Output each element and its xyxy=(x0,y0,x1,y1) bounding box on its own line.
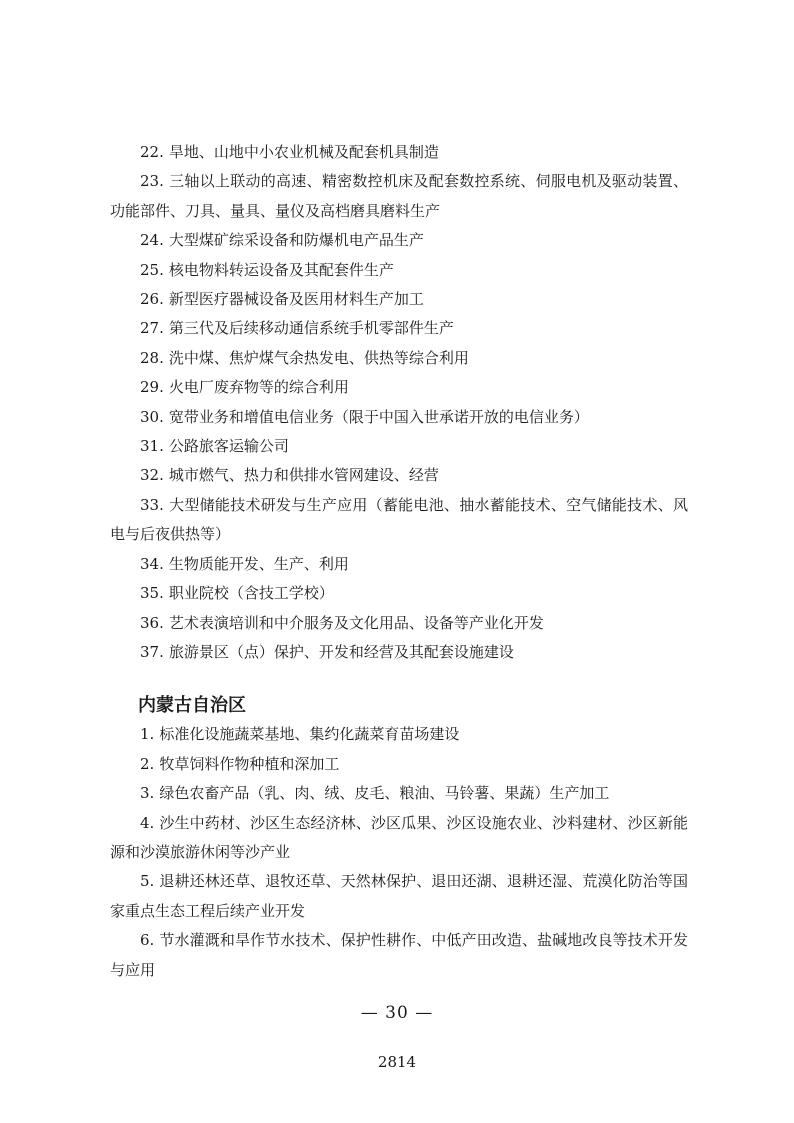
list-item-text: 牧草饲料作物种植和深加工 xyxy=(159,754,340,773)
list-item-number: 36. xyxy=(140,613,164,632)
list-item-text: 大型煤矿综采设备和防爆机电产品生产 xyxy=(168,231,424,250)
list-item-number: 23. xyxy=(140,172,164,191)
list-item-number: 37. xyxy=(140,642,164,661)
list-item-text: 城市燃气、热力和供排水管网建设、经营 xyxy=(168,466,439,485)
list-item xyxy=(110,720,688,749)
list-item-number: 24. xyxy=(140,231,164,250)
list-item-text: 三轴以上联动的高速、精密数控机床及配套数控系统、伺服电机及驱动装置、功能部件、刀具、量具、量仪及高档磨具磨料生产 xyxy=(110,172,688,220)
list-item-text: 生物质能开发、生产、利用 xyxy=(168,554,349,573)
page-number: — 30 — xyxy=(360,1003,434,1023)
list-item xyxy=(110,226,688,255)
list-item xyxy=(110,344,688,373)
list-section-continued xyxy=(110,138,688,667)
list-item-number: 26. xyxy=(140,290,164,309)
list-item xyxy=(110,491,688,550)
list-item-text: 旱地、山地中小农业机械及配套机具制造 xyxy=(168,143,439,161)
list-item-text: 第三代及后续移动通信系统手机零部件生产 xyxy=(168,319,454,338)
list-item-text: 艺术表演培训和中介服务及文化用品、设备等产业化开发 xyxy=(168,613,544,632)
list-item-text: 沙生中药材、沙区生态经济林、沙区瓜果、沙区设施农业、沙料建材、沙区新能源和沙漠旅游休闲等沙产业 xyxy=(110,813,688,861)
list-item xyxy=(110,809,688,868)
list-item-number: 3. xyxy=(140,784,155,803)
list-item-text: 旅游景区（点）保护、开发和经营及其配套设施建设 xyxy=(168,642,514,661)
list-item-text: 核电物料转运设备及其配套件生产 xyxy=(168,260,394,279)
section-gap xyxy=(110,667,688,691)
list-item xyxy=(110,314,688,343)
list-item xyxy=(110,779,688,808)
document-serial-number: 2814 xyxy=(377,1053,417,1071)
list-item xyxy=(110,750,688,779)
list-item-text: 宽带业务和增值电信业务（限于中国入世承诺开放的电信业务） xyxy=(168,407,589,426)
list-item-number: 32. xyxy=(140,466,164,485)
list-item xyxy=(110,550,688,579)
list-item-number: 31. xyxy=(140,437,164,456)
list-item xyxy=(110,579,688,608)
list-item-number: 1. xyxy=(140,725,155,744)
list-item xyxy=(110,609,688,638)
section-heading-inner-mongolia: 内蒙古自治区 xyxy=(138,695,246,717)
list-item-number: 22. xyxy=(140,143,164,161)
list-item-number: 29. xyxy=(140,378,164,397)
list-item-text: 标准化设施蔬菜基地、集约化蔬菜育苗场建设 xyxy=(159,725,460,744)
document-body xyxy=(110,138,688,985)
list-item-text: 退耕还林还草、退牧还草、天然林保护、退田还湖、退耕还湿、荒漠化防治等国家重点生态工程后续产业开发 xyxy=(110,872,688,920)
list-section-inner-mongolia xyxy=(110,720,688,985)
list-item-text: 洗中煤、焦炉煤气余热发电、供热等综合利用 xyxy=(168,348,469,367)
list-item-text: 公路旅客运输公司 xyxy=(168,437,289,456)
list-item-number: 6. xyxy=(140,931,155,950)
list-item xyxy=(110,403,688,432)
list-item-number: 25. xyxy=(140,260,164,279)
list-item-text: 新型医疗器械设备及医用材料生产加工 xyxy=(168,290,424,309)
list-item-number: 30. xyxy=(140,407,164,426)
list-item-text: 大型储能技术研发与生产应用（蓄能电池、抽水蓄能技术、空气储能技术、风电与后夜供热等） xyxy=(110,495,688,544)
list-item-text: 节水灌溉和旱作节水技术、保护性耕作、中低产田改造、盐碱地改良等技术开发与应用 xyxy=(110,931,688,979)
list-item xyxy=(110,432,688,461)
list-item-number: 2. xyxy=(140,754,155,773)
list-item-number: 4. xyxy=(140,813,155,832)
list-item-number: 5. xyxy=(140,872,155,891)
list-item xyxy=(110,256,688,285)
list-item xyxy=(110,461,688,490)
list-item-number: 35. xyxy=(140,584,164,603)
list-item-number: 33. xyxy=(140,495,164,514)
list-item-text: 绿色农畜产品（乳、肉、绒、皮毛、粮油、马铃薯、果蔬）生产加工 xyxy=(159,784,610,803)
list-item-number: 28. xyxy=(140,348,164,367)
list-item-number: 27. xyxy=(140,319,164,338)
list-item-text: 火电厂废弃物等的综合利用 xyxy=(168,378,349,397)
list-item-number: 34. xyxy=(140,554,164,573)
list-item xyxy=(110,867,688,926)
list-item xyxy=(110,373,688,402)
list-item xyxy=(110,638,688,667)
list-item xyxy=(110,138,688,167)
list-item xyxy=(110,167,688,226)
list-item-text: 职业院校（含技工学校） xyxy=(168,584,334,603)
list-item xyxy=(110,285,688,314)
list-item xyxy=(110,926,688,985)
